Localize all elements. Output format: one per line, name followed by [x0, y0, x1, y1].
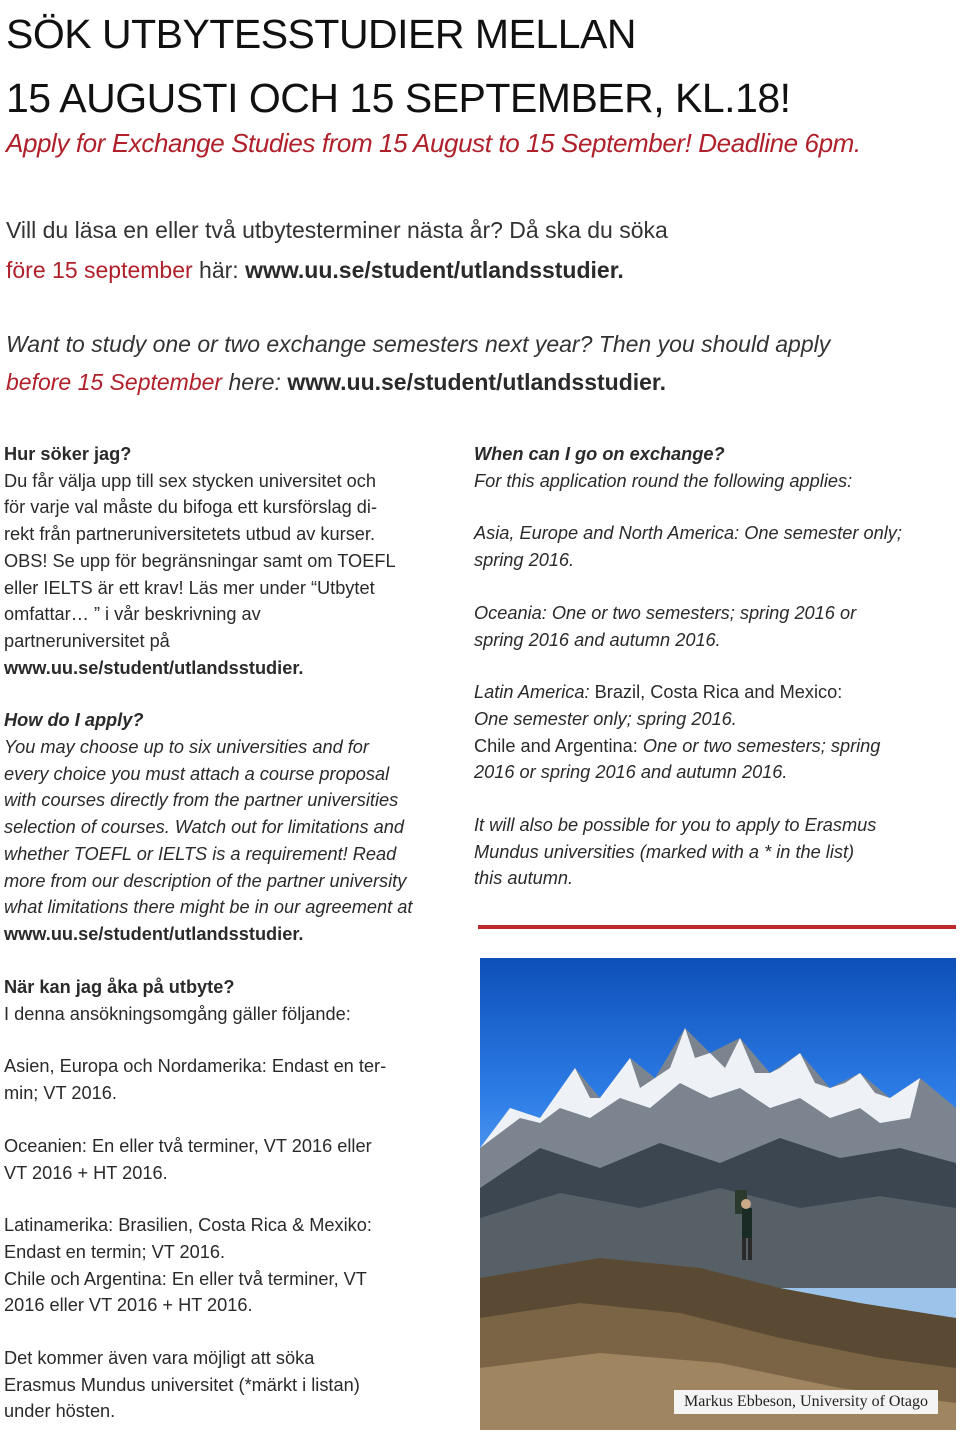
- when-en-oceania: Oceania: One or two semesters; spring 2016 or: [474, 602, 857, 623]
- intro-sv-line1: Vill du läsa en eller två utbytesterminer nästa år? Då ska du söka: [6, 217, 668, 243]
- when-en-asia: Asia, Europe and North America: One semester only;: [474, 523, 902, 544]
- mountain-landscape-illustration: [480, 958, 956, 1430]
- deadline-sv: före 15 september: [6, 257, 193, 283]
- when-sv-chile: 2016 eller VT 2016 + HT 2016.: [4, 1295, 253, 1316]
- when-sv-oceania: Oceanien: En eller två terminer, VT 2016 eller: [4, 1135, 372, 1156]
- when-sv-heading: När kan jag åka på utbyte?: [4, 977, 235, 997]
- english-subtitle: Apply for Exchange Studies from 15 August to 15 September! Deadline 6pm.: [6, 128, 861, 158]
- when-en-section: [474, 441, 956, 892]
- here-en: here:: [222, 369, 288, 395]
- how-sv-heading: Hur söker jag?: [4, 444, 132, 464]
- when-sv-chile: Chile och Argentina: En eller två terminer, VT: [4, 1268, 367, 1289]
- spacer: [4, 1186, 450, 1212]
- chile-label: Chile and Argentina:: [474, 735, 638, 756]
- red-divider: [478, 925, 956, 929]
- how-sv-line: partneruniversitet på: [4, 630, 170, 651]
- when-en-latin-detail: One semester only; spring 2016.: [474, 708, 737, 729]
- when-en-chile-detail: 2016 or spring 2016 and autumn 2016.: [474, 762, 788, 783]
- page-title: [6, 2, 956, 130]
- latin-label: Latin America:: [474, 682, 590, 703]
- intro-sv-line2: [6, 250, 668, 290]
- how-en-line: more from our description of the partner university: [4, 870, 407, 891]
- latin-countries: Brazil, Costa Rica and Mexico:: [589, 682, 843, 703]
- how-en-heading: How do I apply?: [4, 710, 144, 731]
- spacer: [474, 653, 956, 679]
- intro-sv-link[interactable]: www.uu.se/student/utlandsstudier.: [245, 257, 624, 283]
- spacer: [474, 786, 956, 812]
- when-en-chile: [474, 733, 956, 760]
- title-line-1: SÖK UTBYTESSTUDIER MELLAN: [6, 11, 636, 57]
- when-sv-intro: I denna ansökningsomgång gäller följande:: [4, 1003, 351, 1024]
- intro-english: [6, 325, 830, 401]
- how-sv-line: Du får välja upp till sex stycken universitet och: [4, 470, 377, 491]
- intro-en-line2: [6, 363, 830, 401]
- here-sv: här:: [192, 257, 246, 283]
- title-line-2: 15 AUGUSTI OCH 15 SEPTEMBER, KL.18!: [6, 75, 791, 121]
- when-sv-section: [4, 974, 450, 1425]
- how-en-line: whether TOEFL or IELTS is a requirement! Read: [4, 843, 397, 864]
- spacer: [4, 681, 450, 707]
- when-sv-erasmus: Erasmus Mundus universitet (*märkt i listan): [4, 1374, 360, 1395]
- when-en-erasmus: this autumn.: [474, 868, 574, 889]
- how-en-line: You may choose up to six universities and for: [4, 737, 369, 758]
- when-en-asia: spring 2016.: [474, 550, 575, 571]
- spacer: [4, 1027, 450, 1053]
- when-en-intro: For this application round the following applies:: [474, 470, 853, 491]
- when-en-heading: When can I go on exchange?: [474, 444, 725, 464]
- when-sv-oceania: VT 2016 + HT 2016.: [4, 1162, 168, 1183]
- when-sv-latin: Endast en termin; VT 2016.: [4, 1241, 226, 1262]
- how-sv-line: för varje val måste du bifoga ett kursförslag di-: [4, 497, 378, 518]
- when-en-latin: [474, 679, 956, 706]
- how-sv-line: OBS! Se upp för begränsningar samt om TOEFL: [4, 550, 396, 571]
- spacer: [474, 574, 956, 600]
- how-en-line: every choice you must attach a course proposal: [4, 763, 390, 784]
- when-en-oceania: spring 2016 and autumn 2016.: [474, 629, 721, 650]
- intro-en-link[interactable]: www.uu.se/student/utlandsstudier.: [287, 369, 667, 395]
- spacer: [4, 1107, 450, 1133]
- when-en-erasmus: Mundus universities (marked with a * in the list): [474, 841, 855, 862]
- when-sv-latin: Latinamerika: Brasilien, Costa Rica & Mexiko:: [4, 1215, 372, 1236]
- how-sv-line: eller IELTS är ett krav! Läs mer under “Utbytet: [4, 577, 375, 598]
- mountain-photo: [480, 958, 956, 1430]
- when-sv-asia: Asien, Europa och Nordamerika: Endast en ter-: [4, 1056, 387, 1077]
- photo-caption: Markus Ebbeson, University of Otago: [674, 1390, 938, 1414]
- how-en-link[interactable]: www.uu.se/student/utlandsstudier.: [4, 923, 304, 944]
- when-sv-erasmus: under hösten.: [4, 1401, 116, 1422]
- chile-rest: One or two semesters; spring: [637, 735, 881, 756]
- how-en-line: selection of courses. Watch out for limitations and: [4, 817, 404, 838]
- when-sv-erasmus: Det kommer även vara möjligt att söka: [4, 1348, 315, 1369]
- intro-en-line1: Want to study one or two exchange semesters next year? Then you should apply: [6, 331, 831, 357]
- spacer: [4, 1319, 450, 1345]
- how-en-line: with courses directly from the partner universities: [4, 790, 399, 811]
- when-en-erasmus: It will also be possible for you to apply to Erasmus: [474, 815, 877, 836]
- when-sv-asia: min; VT 2016.: [4, 1083, 117, 1104]
- how-to-apply-section: [4, 441, 450, 948]
- how-sv-link[interactable]: www.uu.se/student/utlandsstudier.: [4, 657, 304, 678]
- intro-swedish: [6, 210, 668, 290]
- how-sv-line: rekt från partneruniversitetets utbud av kurser.: [4, 524, 376, 545]
- how-sv-line: omfattar… ” i vår beskrivning av: [4, 604, 261, 625]
- deadline-en: before 15 September: [6, 369, 223, 395]
- how-en-line: what limitations there might be in our agreement at: [4, 897, 413, 918]
- spacer: [474, 494, 956, 520]
